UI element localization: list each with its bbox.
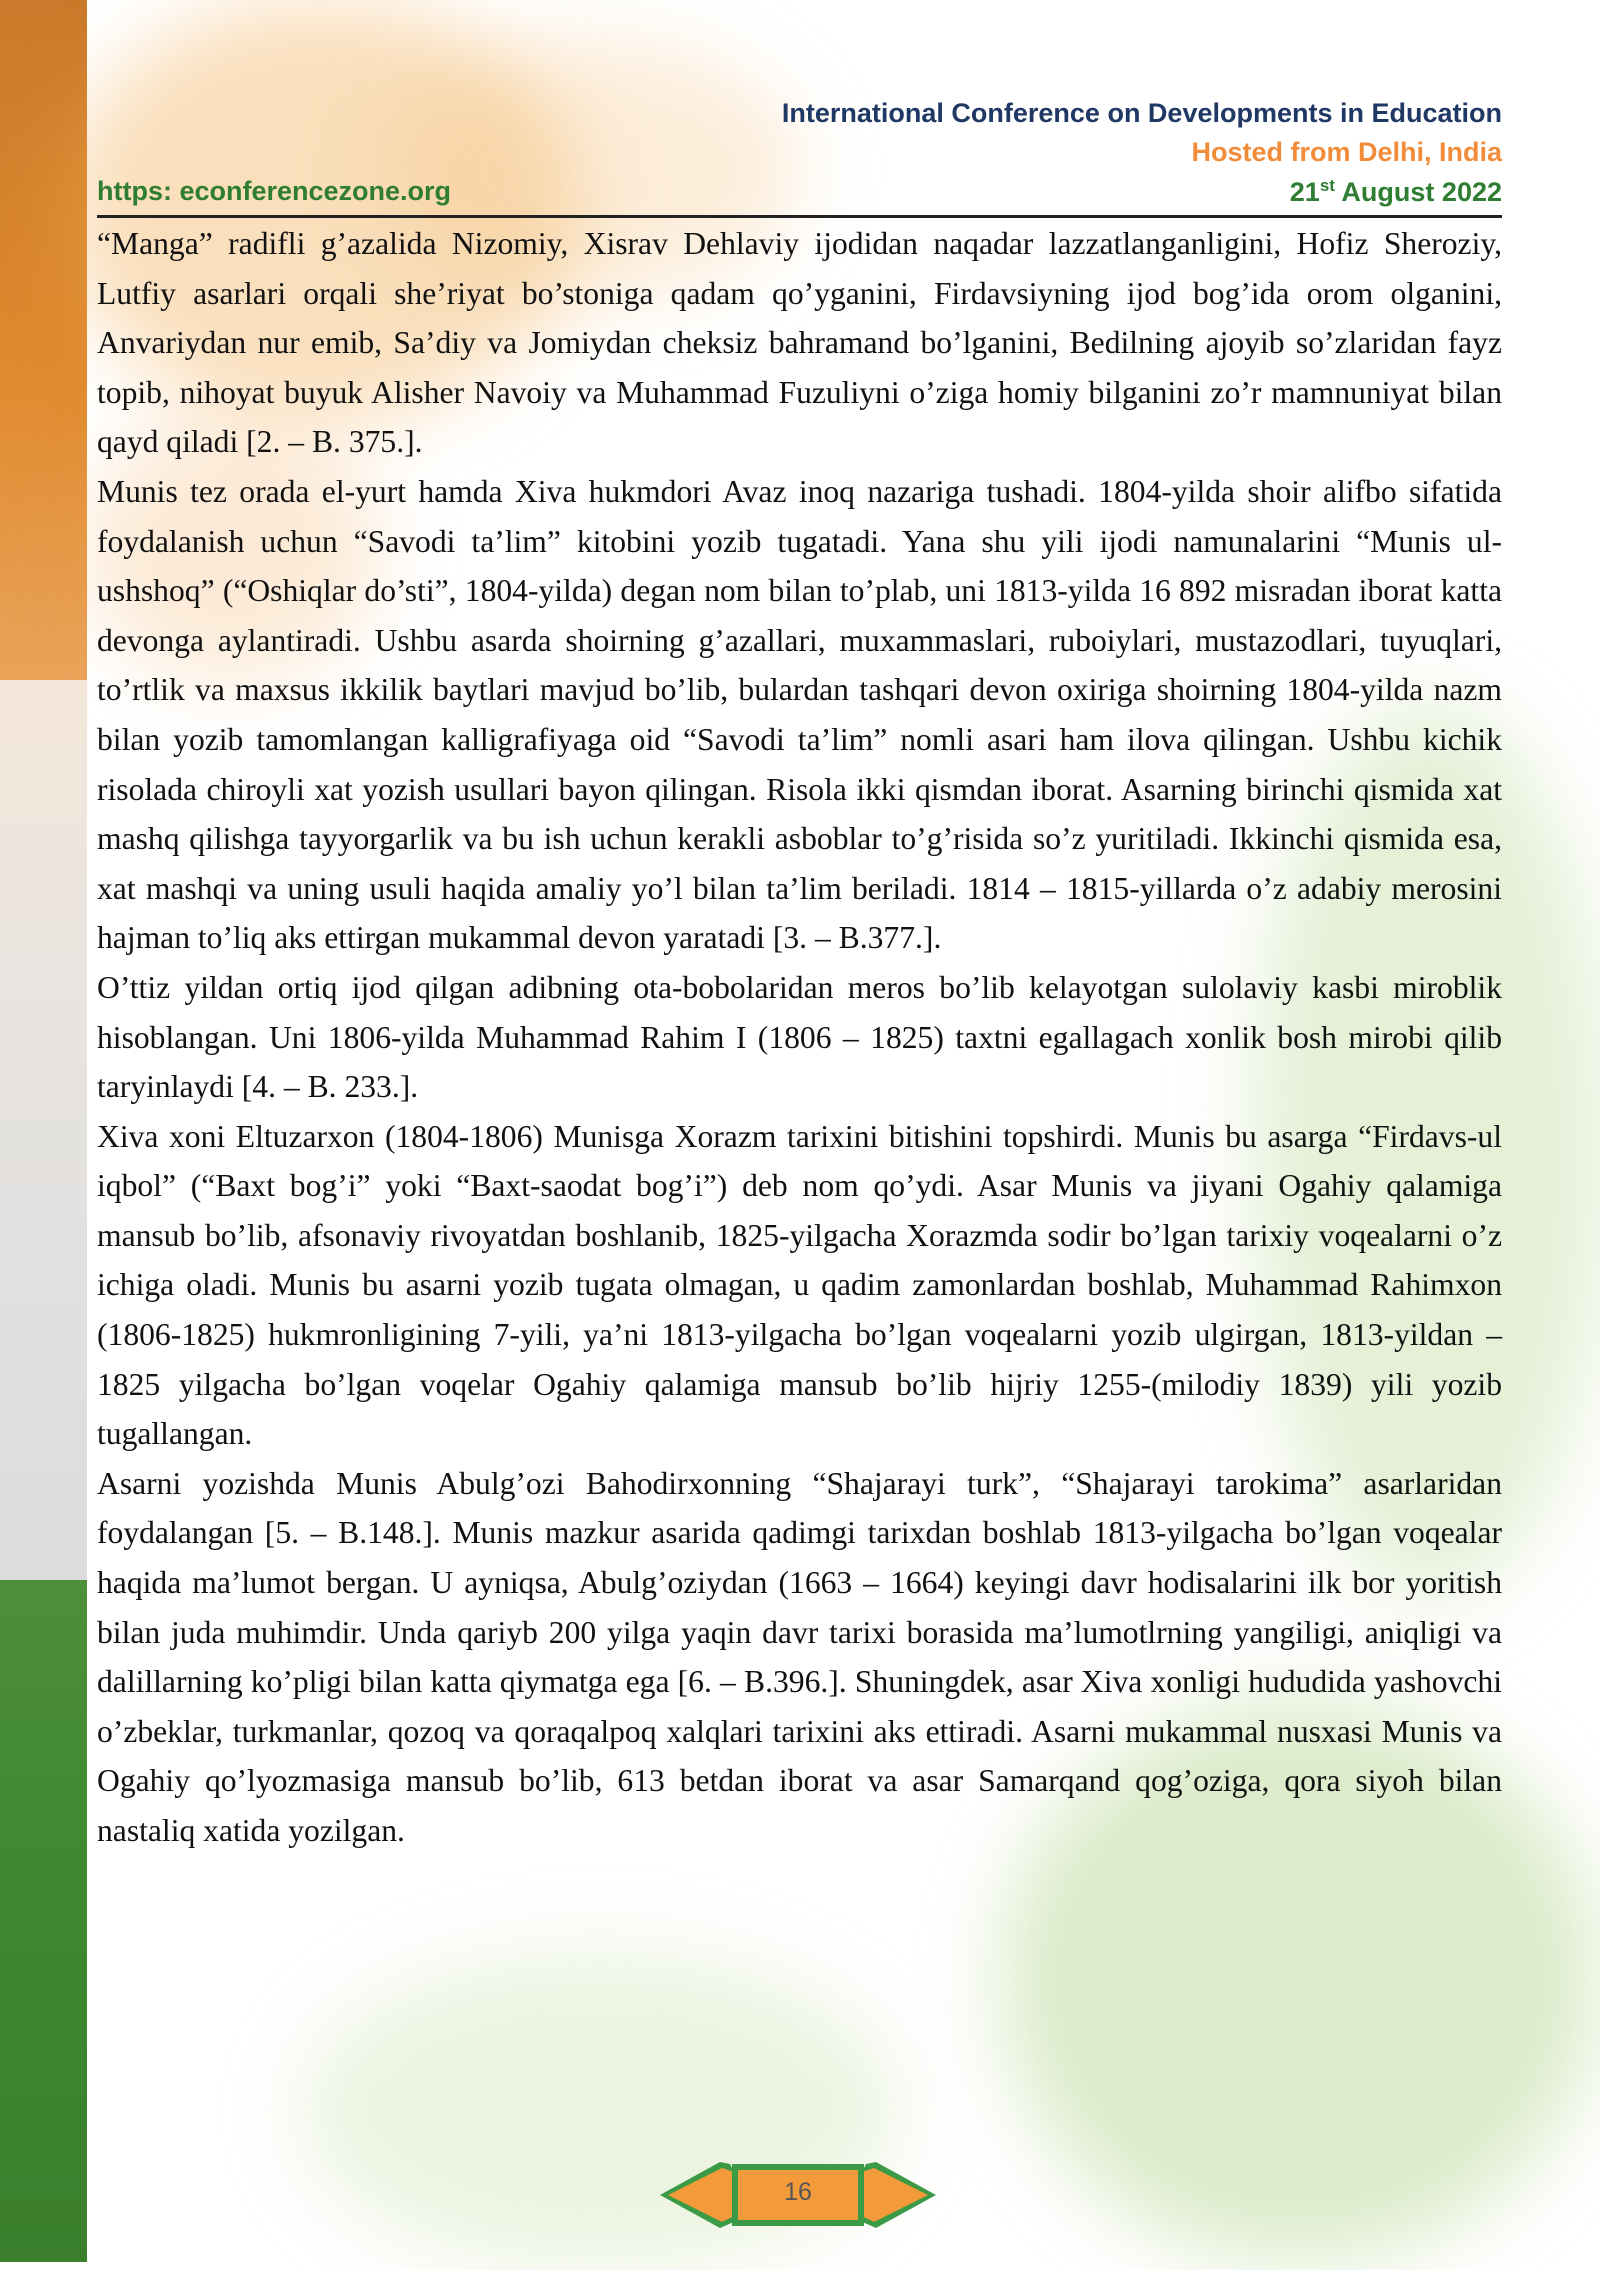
url-protocol: https xyxy=(97,176,163,206)
page-number: 16 xyxy=(784,2178,812,2206)
article-body xyxy=(97,219,1502,1856)
header-divider xyxy=(97,215,1502,218)
flag-strip-saffron xyxy=(0,0,87,680)
date-day: 21 xyxy=(1289,177,1320,207)
page-footer xyxy=(660,2150,936,2240)
conference-url[interactable] xyxy=(97,176,451,207)
url-domain: : econferencezone.org xyxy=(162,176,452,206)
paragraph: Asarni yozishda Munis Abulg’ozi Bahodirxonning “Shajarayi turk”, “Shajarayi tarokima” asarlaridan foydalangan [5. – B.148.]. Munis mazkur asarida qadimgi tarixdan boshlab 1813-yilgacha bo’lgan voqealar haqida ma’lumot bergan. U ayniqsa, Abulg’oziydan (1663 – 1664) keyingi davr hodisalarini ilk bor yoritish bilan juda muhimdir. Unda qariyb 200 yilga yaqin davr tarixi borasida ma’lumotlrning yangiligi, aniqligi va dalillarning ko’pligi bilan katta qiymatga ega [6. – B.396.]. Shuningdek, asar Xiva xonligi hududida yashovchi o’zbeklar, turkmanlar, qozoq va qoraqalpoq xalqlari tarixini aks ettiradi. Asarni mukammal nusxasi Munis va Ogahiy qo’lyozmasiga mansub bo’lib, 613 betdan iborat va asar Samarqand qog’oziga, qora siyoh bilan nastaliq xatida yozilgan. xyxy=(97,1465,1502,1848)
date-ordinal-suffix: st xyxy=(1319,176,1335,195)
date-month-year: August 2022 xyxy=(1334,177,1502,207)
paragraph: “Manga” radifli g’azalida Nizomiy, Xisrav Dehlaviy ijodidan naqadar lazzatlanganligini, Hofiz Sheroziy, Lutfiy asarlari orqali she’riyat bo’stoniga qadam qo’yganini, Firdavsiyning ijod bog’ida orom olganini, Anvariydan nur emib, Sa’diy va Jomiydan cheksiz bahramand bo’lganini, Bedilning ajoyib so’zlaridan fayz topib, nihoyat buyuk Alisher Navoiy va Muhammad Fuzuliyni o’ziga homiy bilganini zo’r mamnuniyat bilan qayd qiladi [2. – B. 375.]. xyxy=(97,226,1502,460)
flag-strip-white xyxy=(0,680,87,1580)
paragraph: O’ttiz yildan ortiq ijod qilgan adibning ota-bobolaridan meros bo’lib kelayotgan sulolaviy kasbi miroblik hisoblangan. Uni 1806-yilda Muhammad Rahim I (1806 – 1825) taxtni egallagach xonlik bosh mirobi qilib taryinlaydi [4. – B. 233.]. xyxy=(97,969,1502,1105)
conference-date xyxy=(1290,176,1502,208)
hosted-location: Hosted from Delhi, India xyxy=(1191,137,1502,167)
paragraph: Munis tez orada el-yurt hamda Xiva hukmdori Avaz inoq nazariga tushadi. 1804-yilda shoir alifbo sifatida foydalanish uchun “Savodi ta’lim” kitobini yozib tugatadi. Yana shu yili ijodi namunalarini “Munis ul-ushshoq” (“Oshiqlar do’sti”, 1804-yilda) degan nom bilan to’plab, uni 1813-yilda 16 892 misradan iborat katta devonga aylantiradi. Ushbu asarda shoirning g’azallari, muxammaslari, ruboiylari, mustazodlari, tuyuqlari, to’rtlik va maxsus ikkilik baytlari mavjud bo’lib, bulardan tashqari devon oxiriga shoirning 1804-yilda nazm bilan yozib tamomlangan kalligrafiyaga oid “Savodi ta’lim” nomli asari ham ilova qilingan. Ushbu kichik risolada chiroyli xat yozish usullari bayon qilingan. Risola ikki qismdan iborat. Asarning birinchi qismida xat mashq qilishga tayyorgarlik va bu ish uchun kerakli asboblar to’g’risida so’z yuritiladi. Ikkinchi qismida esa, xat mashqi va uning usuli haqida amaliy yo’l bilan ta’lim beriladi. 1814 – 1815-yillarda o’z adabiy merosini hajman to’liq aks ettirgan mukammal devon yaratadi [3. – B.377.]. xyxy=(97,473,1502,956)
paragraph: Xiva xoni Eltuzarxon (1804-1806) Munisga Xorazm tarixini bitishini topshirdi. Munis bu asarga “Firdavs-ul iqbol” (“Baxt bog’i” yoki “Baxt-saodat bog’i”) deb nom qo’ydi. Asar Munis va jiyani Ogahiy qalamiga mansub bo’lib, afsonaviy rivoyatdan boshlanib, 1825-yilgacha Xorazmda sodir bo’lgan tarixiy voqealarni o’z ichiga oladi. Munis bu asarni yozib tugata olmagan, u qadim zamonlardan boshlab, Muhammad Rahimxon (1806-1825) hukmronligining 7-yili, ya’ni 1813-yilgacha bo’lgan voqealarni yozib ulgirgan, 1813-yildan – 1825 yilgacha bo’lgan voqelar Ogahiy qalamiga mansub bo’lib hijriy 1255-(milodiy 1839) yili yozib tugallangan. xyxy=(97,1118,1502,1452)
page-header xyxy=(97,96,1502,216)
flag-strip-green xyxy=(0,1580,87,2262)
conference-title: International Conference on Developments in Education xyxy=(781,98,1502,128)
